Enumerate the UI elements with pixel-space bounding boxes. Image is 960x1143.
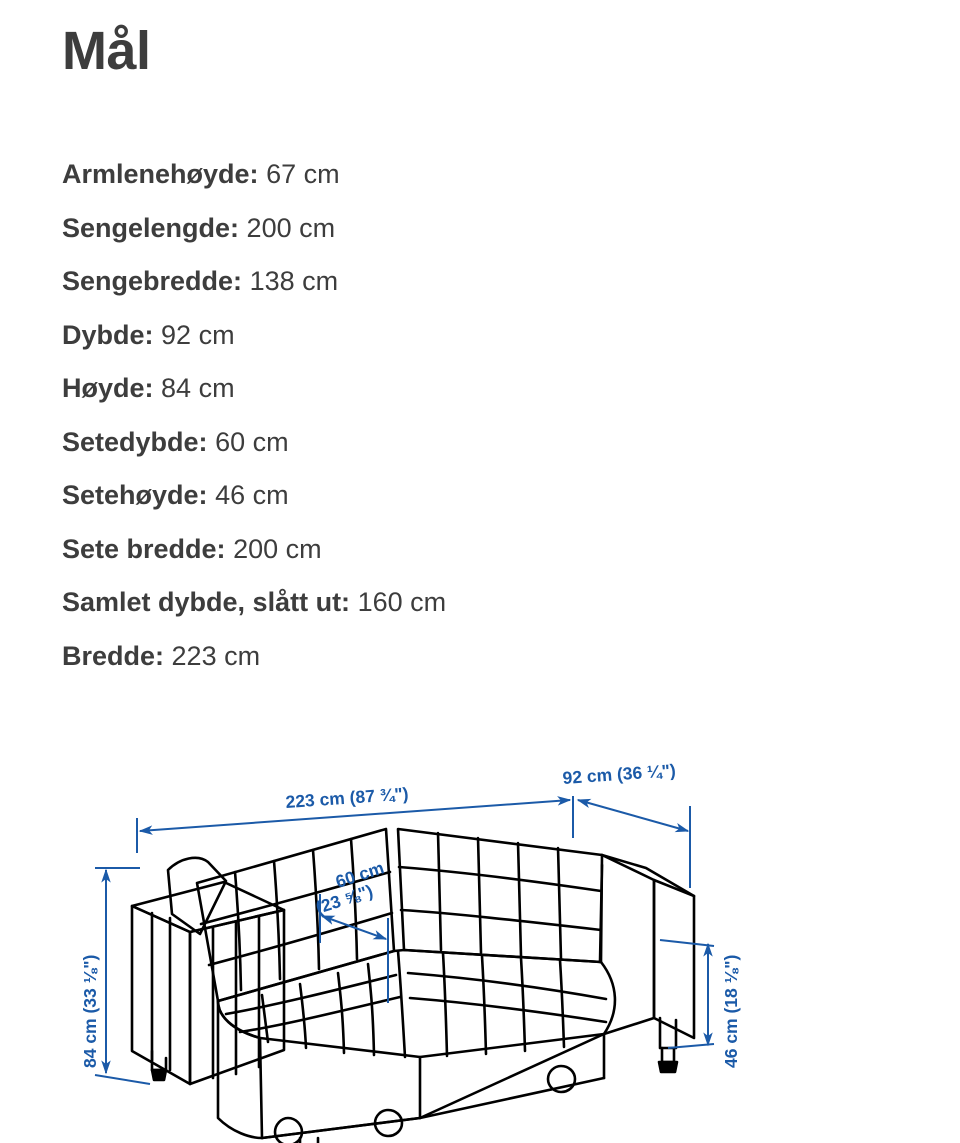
sofa-line-drawing-svg <box>0 718 960 1143</box>
spec-value: 67 cm <box>266 159 340 189</box>
list-item <box>62 255 782 309</box>
tuft-line <box>558 848 561 959</box>
apron-left-edge <box>260 1038 262 1138</box>
spec-value: 46 cm <box>215 480 289 510</box>
tuft-line <box>368 964 374 1055</box>
leg-back-left-foot <box>152 1070 166 1080</box>
seat-depth-label-line2: (23 ⅝") <box>313 880 376 918</box>
spec-label: Dybde: <box>62 319 154 350</box>
list-item <box>62 630 782 684</box>
spec-label: Samlet dybde, slått ut: <box>62 587 351 617</box>
tuft-line <box>408 973 606 999</box>
height-extension-bottom <box>95 1075 150 1084</box>
tuft-line <box>438 833 441 950</box>
tuft-line <box>401 910 601 930</box>
leg-front-left <box>300 1138 318 1143</box>
list-item <box>62 202 782 256</box>
tuft-line <box>521 958 525 1051</box>
width-label: 223 cm (87 ¾") <box>284 783 410 812</box>
leg-right-foot <box>659 1062 677 1072</box>
left-arm-outer-panel <box>132 906 190 1084</box>
seat-height-extension-top <box>660 940 714 946</box>
tuft-line <box>338 973 344 1053</box>
list-item <box>62 523 782 577</box>
list-item <box>62 309 782 363</box>
spec-label: Bredde: <box>62 640 165 671</box>
spec-label: Høyde: <box>62 373 154 403</box>
right-arm-inner-rail <box>602 855 654 1018</box>
spec-label: Sete bredde: <box>62 533 226 564</box>
spec-label: Armlenehøyde: <box>62 159 259 189</box>
depth-label: 92 cm (36 ¼") <box>561 760 677 788</box>
list-item <box>62 416 782 470</box>
seat-depth-dimension-arrow <box>322 916 386 939</box>
spec-label: Sengelengde: <box>62 212 240 243</box>
spec-value: 200 cm <box>233 533 322 564</box>
tuft-line <box>478 838 481 953</box>
left-side-cushion <box>168 858 226 934</box>
tuft-line <box>443 953 447 1056</box>
spec-label: Setehøyde: <box>62 480 208 510</box>
right-arm-outer-panel <box>654 880 694 1038</box>
spec-value: 223 cm <box>171 640 261 671</box>
dimensions-list <box>62 148 782 683</box>
tuft-line <box>560 960 564 1047</box>
tuft-line <box>262 995 268 1042</box>
seat-height-label: 46 cm (18 ⅛") <box>721 954 741 1068</box>
spec-value: 160 cm <box>357 587 447 617</box>
page-title: Mål <box>62 21 151 81</box>
backrest-right-panel <box>398 829 602 962</box>
tuft-line <box>518 843 521 956</box>
castor-front-left <box>275 1118 302 1143</box>
tuft-line <box>410 998 606 1022</box>
tuft-line <box>399 867 601 891</box>
list-item <box>62 362 782 416</box>
seat-depth-label-line1: 60 cm <box>333 857 387 892</box>
list-item <box>62 576 782 630</box>
tuft-line <box>300 984 306 1048</box>
list-item <box>62 148 782 202</box>
spec-value: 84 cm <box>161 373 235 403</box>
sofa-dimension-diagram <box>0 718 960 1143</box>
depth-dimension-arrow <box>578 800 688 831</box>
list-item <box>62 469 782 523</box>
tuft-line <box>274 861 280 979</box>
seat-center-split <box>398 951 405 1057</box>
spec-value: 92 cm <box>161 319 235 350</box>
sofa-illustration <box>132 829 694 1143</box>
spec-value: 60 cm <box>215 426 289 457</box>
backrest-left-panel <box>197 829 394 1001</box>
spec-label: Setedybde: <box>62 426 208 457</box>
spec-label: Sengebredde: <box>62 266 243 296</box>
height-label: 84 cm (33 ⅛") <box>80 954 100 1068</box>
front-apron <box>218 1001 604 1138</box>
apron-bottom-edge <box>262 1078 604 1138</box>
spec-value: 138 cm <box>249 266 339 296</box>
leg-right-lower <box>662 1048 674 1062</box>
spec-value: 200 cm <box>246 212 336 243</box>
